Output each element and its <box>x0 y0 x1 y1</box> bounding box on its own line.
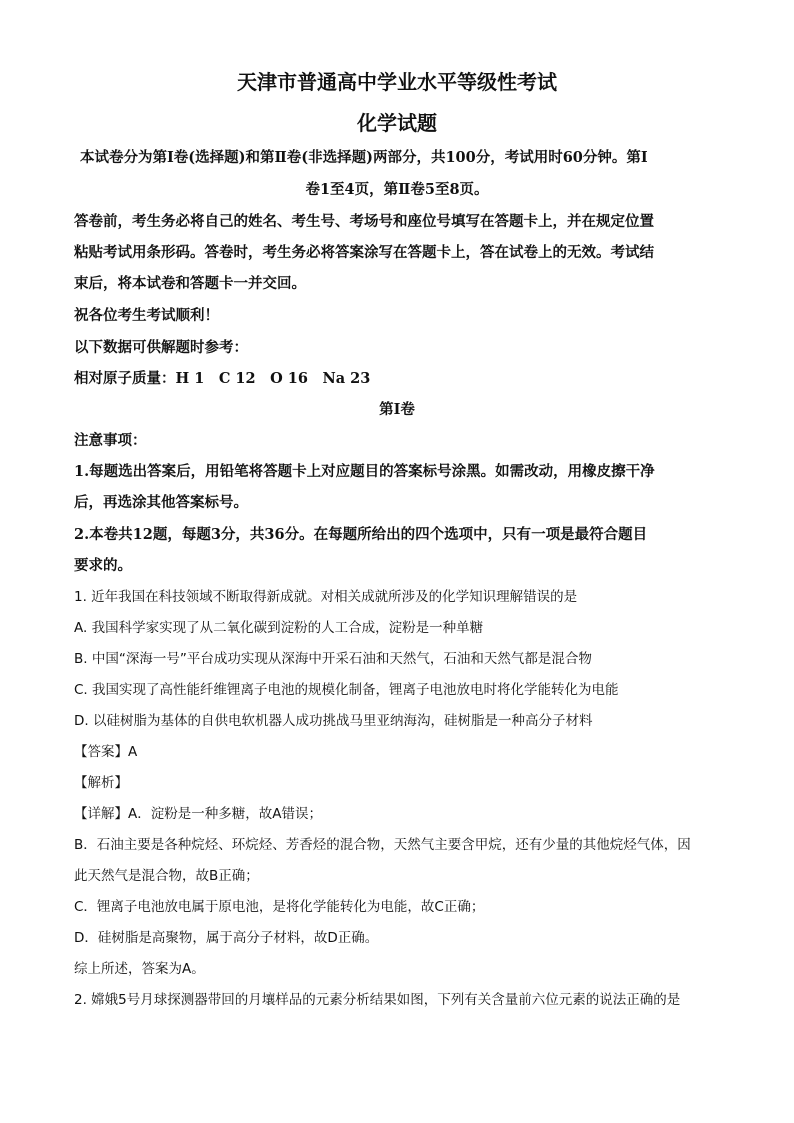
detail-line-2a: B．石油主要是各种烷烃、环烷烃、芳香烃的混合物，天然气主要含甲烷，还有少量的其他烷烃气体，因 <box>74 837 691 853</box>
question-1-option-b: B. 中国“深海一号”平台成功实现从深海中开采石油和天然气，石油和天然气都是混合物 <box>74 651 592 667</box>
detail-line-4: D．硅树脂是高聚物，属于高分子材料，故D正确。 <box>74 930 379 946</box>
intro-line-5: 束后，将本试卷和答题卡一并交回。 <box>74 275 306 292</box>
detail-line-3: C．锂离子电池放电属于原电池，是将化学能转化为电能，故C正确； <box>74 899 485 915</box>
notice-2a: 2.本卷共12题，每题3分，共36分。在每题所给出的四个选项中，只有一项是最符合题目 <box>74 526 648 543</box>
answer-label: 【答案】A <box>74 744 138 760</box>
intro-line-6: 祝各位考生考试顺利！ <box>74 307 219 324</box>
page-title: 天津市普通高中学业水平等级性考试 <box>237 70 557 94</box>
analysis-label: 【解析】 <box>74 775 128 791</box>
question-1-option-c: C. 我国实现了高性能纤维锂离子电池的规模化制备，锂离子电池放电时将化学能转化为电能 <box>74 682 619 698</box>
intro-line-7: 以下数据可供解题时参考： <box>74 339 248 356</box>
section-title: 第Ⅰ卷 <box>379 401 415 418</box>
intro-line-2: 卷1至4页，第Ⅱ卷5至8页。 <box>305 181 489 198</box>
question-1-stem: 1. 近年我国在科技领域不断取得新成就。对相关成就所涉及的化学知识理解错误的是 <box>74 589 578 605</box>
notice-title: 注意事项： <box>74 432 147 449</box>
notice-1b: 后，再选涂其他答案标号。 <box>74 494 248 511</box>
notice-2b: 要求的。 <box>74 557 132 574</box>
intro-line-4: 粘贴考试用条形码。答卷时，考生务必将答案涂写在答题卡上，答在试卷上的无效。考试结 <box>74 244 654 261</box>
summary-line: 综上所述，答案为A。 <box>74 961 205 977</box>
notice-1a: 1.每题选出答案后，用铅笔将答题卡上对应题目的答案标号涂黑。如需改动，用橡皮擦干净 <box>74 463 655 480</box>
question-1-option-a: A. 我国科学家实现了从二氧化碳到淀粉的人工合成，淀粉是一种单糖 <box>74 620 484 636</box>
relative-atomic-mass: 相对原子质量：H 1 C 12 O 16 Na 23 <box>74 370 371 387</box>
intro-line-3: 答卷前，考生务必将自己的姓名、考生号、考场号和座位号填写在答题卡上，并在规定位置 <box>74 213 654 230</box>
question-2-stem: 2. 嫦娥5号月球探测器带回的月壤样品的元素分析结果如图，下列有关含量前六位元素的说法正确的是 <box>74 992 681 1008</box>
intro-line-1: 本试卷分为第Ⅰ卷(选择题)和第Ⅱ卷(非选择题)两部分，共100分，考试用时60分钟。第Ⅰ <box>80 149 648 166</box>
question-1-option-d: D. 以硅树脂为基体的自供电软机器人成功挑战马里亚纳海沟，硅树脂是一种高分子材料 <box>74 713 593 729</box>
detail-line-2b: 此天然气是混合物，故B正确； <box>74 868 259 884</box>
page-subtitle: 化学试题 <box>357 111 437 135</box>
detail-line-1: 【详解】A．淀粉是一种多糖，故A错误； <box>74 806 322 822</box>
